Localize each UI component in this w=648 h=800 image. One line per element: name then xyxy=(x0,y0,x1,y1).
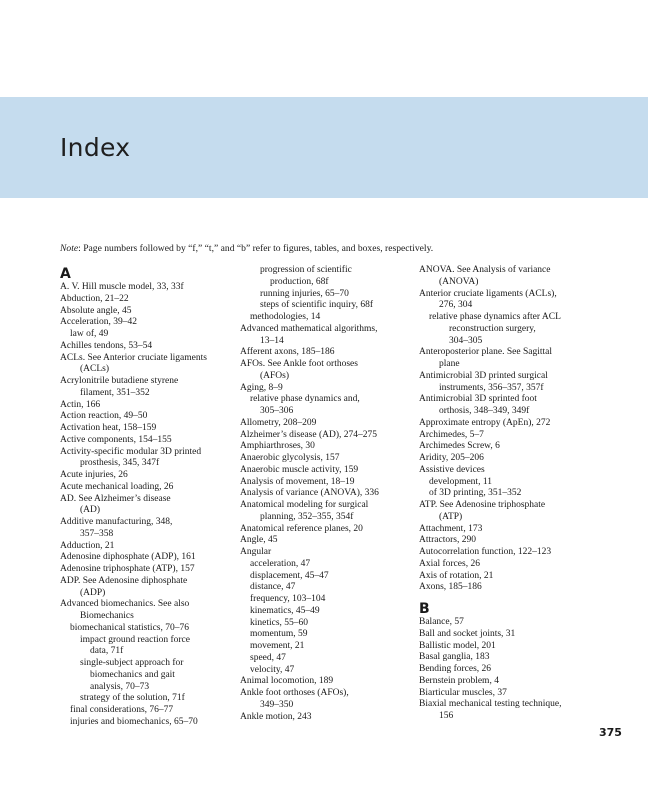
index-entry: analysis, 70–73 xyxy=(90,681,150,692)
index-note xyxy=(60,243,433,254)
index-entry: Acrylonitrile butadiene styrene xyxy=(60,376,179,386)
index-entry: Anterior cruciate ligaments (ACLs), xyxy=(419,288,557,299)
index-entry: Amphiarthroses, 30 xyxy=(240,441,315,452)
index-entry: Ballistic model, 201 xyxy=(419,640,496,651)
index-entry: frequency, 103–104 xyxy=(250,594,326,604)
index-entry: 156 xyxy=(439,711,454,721)
index-entry: Axons, 185–186 xyxy=(419,582,482,593)
index-entry: Activity-specific modular 3D printed xyxy=(60,446,202,457)
index-entry: Axial forces, 26 xyxy=(419,558,480,569)
index-entry: progression of scientific xyxy=(260,265,352,275)
index-entry: ADP. See Adenosine diphosphate xyxy=(60,575,188,586)
index-entry: AFOs. See Ankle foot orthoses xyxy=(240,359,358,369)
index-entry: (ANOVA) xyxy=(439,276,479,287)
index-entry: Analysis of variance (ANOVA), 336 xyxy=(240,488,379,499)
index-entry: (ACLs) xyxy=(80,364,110,375)
index-entry: Biarticular muscles, 37 xyxy=(419,687,507,698)
index-entry: (ATP) xyxy=(439,511,463,522)
index-entry: 349–350 xyxy=(260,699,294,710)
index-entry: injuries and biomechanics, 65–70 xyxy=(70,716,198,727)
index-entry: methodologies, 14 xyxy=(250,312,321,322)
index-entry: Advanced biomechanics. See also xyxy=(60,599,190,610)
index-entry: running injuries, 65–70 xyxy=(260,288,349,299)
index-entry: ANOVA. See Analysis of variance xyxy=(419,265,551,275)
index-entry: Ball and socket joints, 31 xyxy=(419,628,516,639)
header-banner xyxy=(0,97,648,198)
index-entry: Animal locomotion, 189 xyxy=(240,676,334,687)
index-entry: Acute mechanical loading, 26 xyxy=(60,481,174,492)
index-entry: Archimedes, 5–7 xyxy=(419,429,484,440)
index-entry: AD. See Alzheimer’s disease xyxy=(60,493,171,504)
index-entry: impact ground reaction force xyxy=(80,634,190,645)
index-entry: ACLs. See Anterior cruciate ligaments xyxy=(60,352,207,363)
index-entry: Anaerobic glycolysis, 157 xyxy=(240,453,340,463)
index-entry: planning, 352–355, 354f xyxy=(260,511,354,522)
index-entry: Basal ganglia, 183 xyxy=(419,652,490,663)
index-column-3 xyxy=(419,265,591,723)
index-entry: relative phase dynamics after ACL xyxy=(429,312,561,322)
index-entry: prosthesis, 345, 347f xyxy=(80,458,160,469)
index-entry: (ADP) xyxy=(80,587,106,598)
index-entry: Active components, 154–155 xyxy=(60,434,172,445)
index-entry: Attractors, 290 xyxy=(419,535,476,546)
index-entry: Analysis of movement, 18–19 xyxy=(240,476,355,487)
index-entry: Advanced mathematical algorithms, xyxy=(240,323,378,334)
page-title: Index xyxy=(60,133,131,162)
index-entry: Attachment, 173 xyxy=(419,523,483,534)
index-entry: Adenosine triphosphate (ATP), 157 xyxy=(60,564,195,574)
index-column-1 xyxy=(60,265,232,729)
index-entry: Ankle foot orthoses (AFOs), xyxy=(240,688,349,698)
index-entry: production, 68f xyxy=(270,276,329,287)
index-entry: 305–306 xyxy=(260,406,294,416)
index-entry: 357–358 xyxy=(80,528,114,539)
index-entry: Antimicrobial 3D sprinted foot xyxy=(419,394,537,405)
index-entry: acceleration, 47 xyxy=(250,558,311,569)
index-entry: (AD) xyxy=(80,505,101,516)
note-text: : Page numbers followed by “f,” “t,” and “b” refer to figures, tables, and boxes, respectively. xyxy=(78,243,434,254)
section-letter-a: A xyxy=(60,266,71,282)
index-entry: biomechanics and gait xyxy=(90,669,175,680)
index-entry: Assistive devices xyxy=(419,464,485,475)
index-entry: Allometry, 208–209 xyxy=(240,417,317,428)
index-entry: Additive manufacturing, 348, xyxy=(60,517,173,527)
index-entry: Anatomical modeling for surgical xyxy=(240,500,369,510)
section-letter-b: B xyxy=(419,601,430,617)
index-entry: (AFOs) xyxy=(260,370,290,381)
index-entry: A. V. Hill muscle model, 33, 33f xyxy=(60,282,184,292)
index-entry: speed, 47 xyxy=(250,652,286,663)
index-entry: Aridity, 205–206 xyxy=(419,453,484,463)
index-entry: plane xyxy=(439,359,460,369)
index-entry: Balance, 57 xyxy=(419,617,464,627)
index-entry: Ankle motion, 243 xyxy=(240,711,312,722)
index-entry: Activation heat, 158–159 xyxy=(60,423,157,433)
index-entry: Aging, 8–9 xyxy=(240,382,283,393)
index-entry: Biomechanics xyxy=(80,611,134,621)
index-entry: ATP. See Adenosine triphosphate xyxy=(419,500,546,510)
index-entry: 304–305 xyxy=(449,335,483,346)
index-entry: Antimicrobial 3D printed surgical xyxy=(419,370,548,381)
index-entry: movement, 21 xyxy=(250,641,305,651)
index-entry: Actin, 166 xyxy=(60,399,101,410)
index-entry: Bending forces, 26 xyxy=(419,664,492,674)
index-entry: Afferent axons, 185–186 xyxy=(240,347,335,358)
index-entry: Acute injuries, 26 xyxy=(60,470,128,480)
index-entry: instruments, 356–357, 357f xyxy=(439,382,544,393)
index-entry: Abduction, 21–22 xyxy=(60,293,129,304)
index-entry: Anaerobic muscle activity, 159 xyxy=(240,464,359,475)
index-entry: Angular xyxy=(240,547,272,557)
index-entry: Adenosine diphosphate (ADP), 161 xyxy=(60,552,196,563)
index-entry: displacement, 45–47 xyxy=(250,570,329,581)
index-entry: Archimedes Screw, 6 xyxy=(419,441,500,452)
index-entry: development, 11 xyxy=(429,476,492,487)
index-entry: single-subject approach for xyxy=(80,658,184,668)
index-column-2 xyxy=(240,265,412,723)
index-entry: biomechanical statistics, 70–76 xyxy=(70,622,189,633)
index-entry: orthosis, 348–349, 349f xyxy=(439,406,530,416)
page-number: 375 xyxy=(599,726,622,739)
note-label: Note xyxy=(60,243,79,254)
index-entry: Biaxial mechanical testing technique, xyxy=(419,699,562,710)
index-entry: Approximate entropy (ApEn), 272 xyxy=(419,417,551,428)
index-entry: Adduction, 21 xyxy=(60,540,115,551)
index-entry: kinetics, 55–60 xyxy=(250,617,309,628)
index-entry: reconstruction surgery, xyxy=(449,323,536,334)
index-entry: kinematics, 45–49 xyxy=(250,605,320,616)
index-entry: Anatomical reference planes, 20 xyxy=(240,523,363,534)
index-entry: law of, 49 xyxy=(70,329,109,339)
index-entry: Autocorrelation function, 122–123 xyxy=(419,547,552,557)
index-entry: Axis of rotation, 21 xyxy=(419,570,494,581)
index-entry: Acceleration, 39–42 xyxy=(60,317,138,328)
index-entry: data, 71f xyxy=(90,646,124,657)
index-entry: momentum, 59 xyxy=(250,629,308,640)
index-entry: relative phase dynamics and, xyxy=(250,394,360,405)
index-entry: Anteroposterior plane. See Sagittal xyxy=(419,347,552,358)
index-entry: Action reaction, 49–50 xyxy=(60,411,148,422)
index-entry: Angle, 45 xyxy=(240,535,278,546)
index-entry: Absolute angle, 45 xyxy=(60,305,132,316)
index-entry: filament, 351–352 xyxy=(80,387,150,398)
index-entry: distance, 47 xyxy=(250,582,296,593)
index-entry: steps of scientific inquiry, 68f xyxy=(260,300,374,311)
index-entry: 13–14 xyxy=(260,335,284,346)
index-entry: final considerations, 76–77 xyxy=(70,705,174,715)
index-entry: Alzheimer’s disease (AD), 274–275 xyxy=(240,429,378,440)
index-entry: velocity, 47 xyxy=(250,664,295,675)
index-entry: Achilles tendons, 53–54 xyxy=(60,340,153,351)
index-entry: Bernstein problem, 4 xyxy=(419,675,499,686)
index-entry: 276, 304 xyxy=(439,300,473,311)
index-entry: strategy of the solution, 71f xyxy=(80,693,185,704)
index-entry: of 3D printing, 351–352 xyxy=(429,488,522,499)
